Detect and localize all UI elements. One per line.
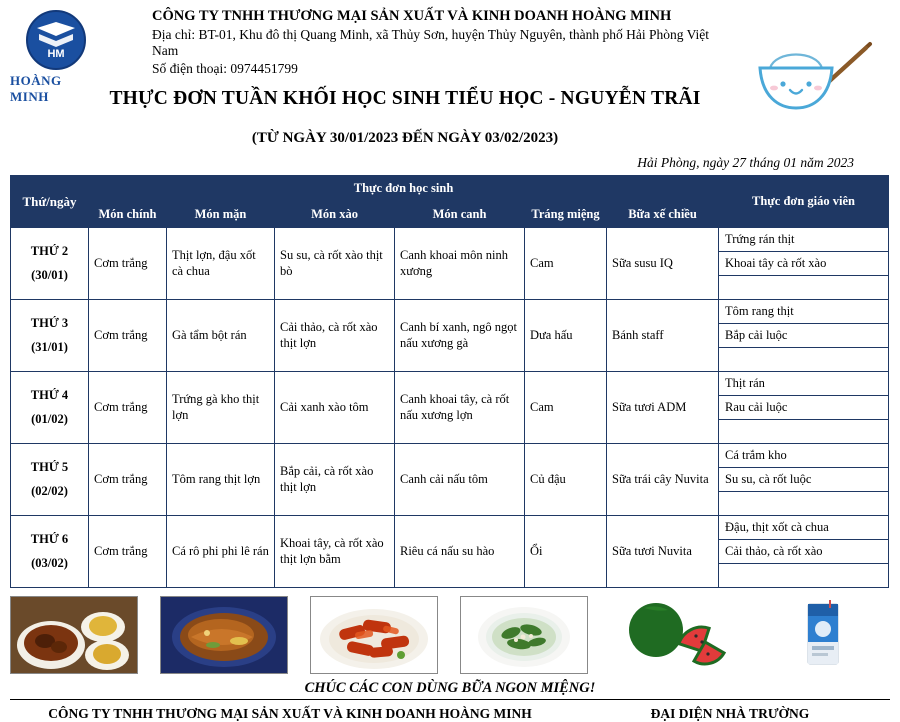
table-row xyxy=(11,444,889,516)
day-name: THỨ 6 xyxy=(30,531,69,546)
cell-mon-chinh: Cơm trắng xyxy=(89,372,167,444)
cell-bua-xe-chieu: Sữa tươi ADM xyxy=(607,372,719,444)
place-and-date: Hải Phòng, ngày 27 tháng 01 năm 2023 xyxy=(637,155,854,170)
cell-mon-chinh: Cơm trắng xyxy=(89,516,167,588)
svg-text:HM: HM xyxy=(47,48,65,60)
day-name: THỨ 3 xyxy=(30,315,69,330)
cell-trang-mieng: Cam xyxy=(525,228,607,300)
header-trang-mieng: Tráng miệng xyxy=(525,202,607,228)
teacher-dish xyxy=(719,492,888,515)
cell-day xyxy=(11,372,89,444)
page-title: THỰC ĐƠN TUẦN KHỐI HỌC SINH TIỂU HỌC - NGUYỄN TRÃI xyxy=(109,88,701,109)
cell-mon-xao: Cải thảo, cà rốt xào thịt lợn xyxy=(275,300,395,372)
table-row xyxy=(11,516,889,588)
rice-bowl-illustration xyxy=(720,6,890,118)
logo-mark-icon xyxy=(26,10,86,70)
table-row xyxy=(11,372,889,444)
company-info xyxy=(112,6,710,77)
teacher-dish xyxy=(719,348,888,371)
photo-suon-xao xyxy=(310,596,438,674)
cell-mon-xao: Su su, cà rốt xào thịt bò xyxy=(275,228,395,300)
cell-day xyxy=(11,516,89,588)
header-group-teacher: Thực đơn giáo viên xyxy=(719,176,889,228)
cell-teacher-menu xyxy=(719,372,889,444)
day-date: (03/02) xyxy=(31,555,68,570)
photo-dua-hau xyxy=(610,596,738,674)
teacher-dish: Cải thảo, cà rốt xào xyxy=(719,540,888,564)
cell-bua-xe-chieu: Sữa trái cây Nuvita xyxy=(607,444,719,516)
cell-trang-mieng: Ổi xyxy=(525,516,607,588)
teacher-dish: Thịt rán xyxy=(719,372,888,396)
divider xyxy=(10,699,890,700)
cell-trang-mieng: Dưa hấu xyxy=(525,300,607,372)
company-address: Địa chỉ: BT-01, Khu đô thị Quang Minh, xã Thủy Sơn, huyện Thủy Nguyên, thành phố Hải Phòng Việt Nam xyxy=(152,27,710,58)
cell-mon-chinh: Cơm trắng xyxy=(89,228,167,300)
photo-thit-kho-trung xyxy=(10,596,138,674)
teacher-dish: Bắp cải luộc xyxy=(719,324,888,348)
cell-mon-canh: Canh cải nấu tôm xyxy=(395,444,525,516)
cell-teacher-menu xyxy=(719,516,889,588)
cell-day xyxy=(11,300,89,372)
cell-teacher-menu xyxy=(719,444,889,516)
cell-mon-man: Gà tẩm bột rán xyxy=(167,300,275,372)
table-row xyxy=(11,300,889,372)
day-date: (31/01) xyxy=(31,339,68,354)
food-photo-strip xyxy=(10,596,888,674)
wish-message: CHÚC CÁC CON DÙNG BỮA NGON MIỆNG! xyxy=(304,680,596,696)
header-mon-canh: Món canh xyxy=(395,202,525,228)
cell-mon-man: Trứng gà kho thịt lợn xyxy=(167,372,275,444)
teacher-dish xyxy=(719,564,888,587)
teacher-dish xyxy=(719,276,888,299)
header-mon-man: Món mặn xyxy=(167,202,275,228)
cell-mon-chinh: Cơm trắng xyxy=(89,300,167,372)
photo-canh-rau xyxy=(460,596,588,674)
company-phone: Số điện thoại: 0974451799 xyxy=(152,61,298,76)
cell-bua-xe-chieu: Bánh staff xyxy=(607,300,719,372)
teacher-dish: Cá trắm kho xyxy=(719,444,888,468)
header-mon-xao: Món xào xyxy=(275,202,395,228)
cell-mon-man: Thịt lợn, đậu xốt cà chua xyxy=(167,228,275,300)
cell-trang-mieng: Củ đậu xyxy=(525,444,607,516)
footer-school-rep: ĐẠI DIỆN NHÀ TRƯỜNG xyxy=(650,706,810,721)
cell-mon-xao: Cải xanh xào tôm xyxy=(275,372,395,444)
photo-ca-ran xyxy=(160,596,288,674)
day-name: THỨ 4 xyxy=(30,387,69,402)
table-row xyxy=(11,228,889,300)
cell-teacher-menu xyxy=(719,228,889,300)
teacher-dish: Tôm rang thịt xyxy=(719,300,888,324)
photo-hop-sua xyxy=(760,596,888,674)
company-logo xyxy=(10,6,102,105)
weekly-menu-table xyxy=(10,175,889,588)
cell-bua-xe-chieu: Sữa tươi Nuvita xyxy=(607,516,719,588)
cell-day xyxy=(11,444,89,516)
cell-bua-xe-chieu: Sữa susu IQ xyxy=(607,228,719,300)
teacher-dish: Su su, cà rốt luộc xyxy=(719,468,888,492)
footer-company: CÔNG TY TNHH THƯƠNG MẠI SẢN XUẤT VÀ KINH DOANH HOÀNG MINH xyxy=(48,706,532,721)
day-date: (01/02) xyxy=(31,411,68,426)
page-subtitle: (TỪ NGÀY 30/01/2023 ĐẾN NGÀY 03/02/2023) xyxy=(251,130,559,146)
cell-teacher-menu xyxy=(719,300,889,372)
teacher-dish: Khoai tây cà rốt xào xyxy=(719,252,888,276)
table-header-group-row xyxy=(11,176,889,202)
cell-mon-canh: Canh khoai tây, cà rốt nấu xương lợn xyxy=(395,372,525,444)
day-name: THỨ 2 xyxy=(30,243,69,258)
teacher-dish: Trứng rán thịt xyxy=(719,228,888,252)
cell-mon-canh: Canh khoai môn ninh xương xyxy=(395,228,525,300)
cell-day xyxy=(11,228,89,300)
day-name: THỨ 5 xyxy=(30,459,69,474)
header-mon-chinh: Món chính xyxy=(89,202,167,228)
header-day: Thứ/ngày xyxy=(11,176,89,228)
header-group-student: Thực đơn học sinh xyxy=(89,176,719,202)
cell-mon-chinh: Cơm trắng xyxy=(89,444,167,516)
document-footer xyxy=(10,706,890,722)
cell-trang-mieng: Cam xyxy=(525,372,607,444)
logo-text: HOÀNG MINH xyxy=(10,73,62,104)
day-date: (02/02) xyxy=(31,483,68,498)
cell-mon-man: Tôm rang thịt lợn xyxy=(167,444,275,516)
cell-mon-man: Cá rô phi phi lê rán xyxy=(167,516,275,588)
cell-mon-xao: Khoai tây, cà rốt xào thịt lợn bằm xyxy=(275,516,395,588)
cell-mon-xao: Bắp cải, cà rốt xào thịt lợn xyxy=(275,444,395,516)
teacher-dish: Rau cải luộc xyxy=(719,396,888,420)
company-name: CÔNG TY TNHH THƯƠNG MẠI SẢN XUẤT VÀ KINH DOANH HOÀNG MINH xyxy=(152,8,672,24)
cell-mon-canh: Riêu cá nấu su hào xyxy=(395,516,525,588)
teacher-dish: Đậu, thịt xốt cà chua xyxy=(719,516,888,540)
teacher-dish xyxy=(719,420,888,443)
day-date: (30/01) xyxy=(31,267,68,282)
header-bua-xe-chieu: Bữa xế chiều xyxy=(607,202,719,228)
cell-mon-canh: Canh bí xanh, ngô ngọt nấu xương gà xyxy=(395,300,525,372)
